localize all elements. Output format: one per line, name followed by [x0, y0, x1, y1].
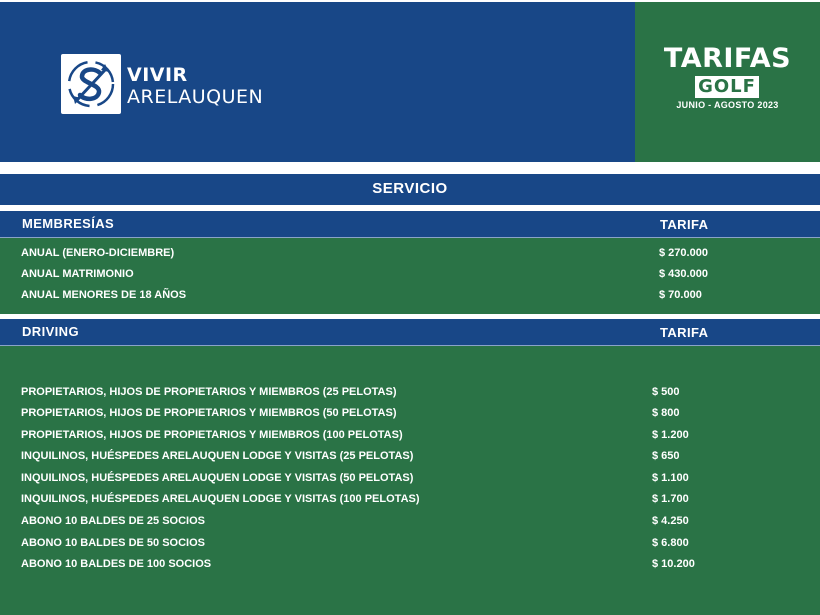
- brand-line-1: VIVIR: [127, 64, 188, 86]
- row-label: ANUAL MENORES DE 18 AÑOS: [21, 289, 187, 301]
- table-row: [21, 286, 820, 304]
- driving-price-column-label: TARIFA: [660, 325, 709, 340]
- row-label: ANUAL (ENERO-DICIEMBRE): [21, 247, 175, 259]
- row-label: PROPIETARIOS, HIJOS DE PROPIETARIOS Y MIEMBROS (50 PELOTAS): [21, 407, 397, 419]
- row-price: $ 70.000: [659, 289, 702, 301]
- row-price: $ 650: [652, 450, 680, 462]
- table-row: [21, 512, 820, 530]
- row-price: $ 1.700: [652, 493, 689, 505]
- table-row: [21, 426, 820, 444]
- row-price: $ 6.800: [652, 537, 689, 549]
- membership-heading: MEMBRESÍAS: [22, 216, 115, 231]
- row-price: $ 10.200: [652, 558, 695, 570]
- table-row: [21, 534, 820, 552]
- driving-heading: DRIVING: [22, 324, 79, 339]
- row-label: ABONO 10 BALDES DE 100 SOCIOS: [21, 558, 212, 570]
- row-price: $ 4.250: [652, 515, 689, 527]
- rate-card-badge: [635, 2, 820, 162]
- membership-price-column-label: TARIFA: [660, 217, 709, 232]
- table-row: [21, 383, 820, 401]
- membership-section-header: [0, 211, 820, 238]
- table-row: [21, 244, 820, 262]
- table-row: [21, 447, 820, 465]
- arelauquen-logo-icon: [61, 54, 121, 114]
- table-row: [21, 555, 820, 573]
- rate-card-title: TARIFAS: [663, 43, 792, 74]
- brand-line-2: ARELAUQUEN: [127, 86, 264, 108]
- row-price: $ 800: [652, 407, 680, 419]
- row-price: $ 500: [652, 386, 680, 398]
- table-row: [21, 469, 820, 487]
- membership-price-list: [0, 238, 820, 314]
- row-label: ABONO 10 BALDES DE 25 SOCIOS: [21, 515, 205, 527]
- row-label: INQUILINOS, HUÉSPEDES ARELAUQUEN LODGE Y VISITAS (25 PELOTAS): [21, 450, 414, 462]
- table-row: [21, 265, 820, 283]
- rate-card-subtitle: GOLF: [695, 76, 759, 98]
- row-price: $ 270.000: [659, 247, 708, 259]
- row-price: $ 1.100: [652, 472, 689, 484]
- row-price: $ 430.000: [659, 268, 708, 280]
- row-label: INQUILINOS, HUÉSPEDES ARELAUQUEN LODGE Y VISITAS (50 PELOTAS): [21, 472, 414, 484]
- row-label: PROPIETARIOS, HIJOS DE PROPIETARIOS Y MIEMBROS (25 PELOTAS): [21, 386, 397, 398]
- row-label: PROPIETARIOS, HIJOS DE PROPIETARIOS Y MIEMBROS (100 PELOTAS): [21, 429, 403, 441]
- driving-section-header: [0, 319, 820, 346]
- row-label: INQUILINOS, HUÉSPEDES ARELAUQUEN LODGE Y VISITAS (100 PELOTAS): [21, 493, 420, 505]
- table-row: [21, 490, 820, 508]
- service-header: SERVICIO: [0, 174, 820, 205]
- driving-price-list: [0, 346, 820, 615]
- rate-card-period: JUNIO - AGOSTO 2023: [676, 100, 779, 110]
- table-row: [21, 404, 820, 422]
- row-price: $ 1.200: [652, 429, 689, 441]
- row-label: ANUAL MATRIMONIO: [21, 268, 134, 280]
- brand-header: [0, 2, 635, 162]
- row-label: ABONO 10 BALDES DE 50 SOCIOS: [21, 537, 205, 549]
- brand-name: [127, 64, 263, 108]
